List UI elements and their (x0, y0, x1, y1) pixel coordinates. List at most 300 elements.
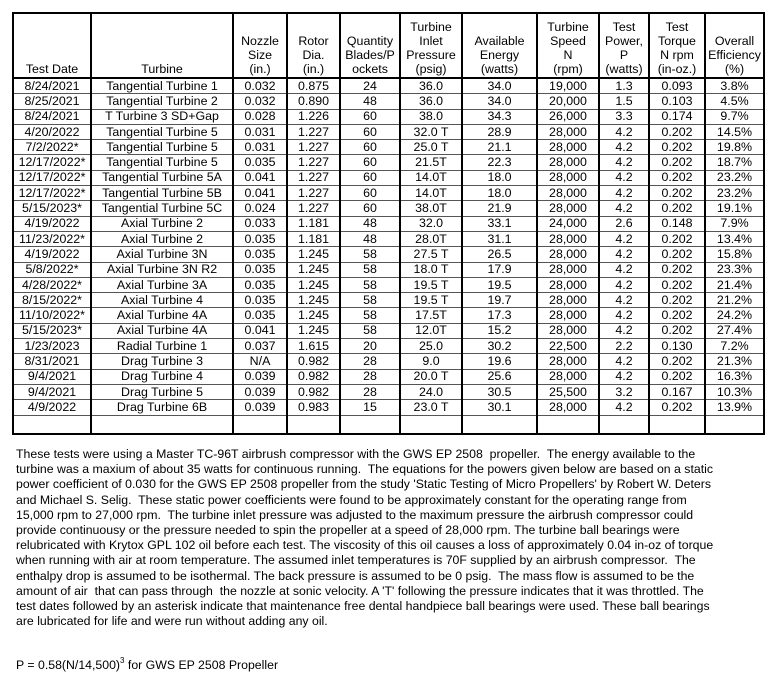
table-row (13, 78, 764, 94)
cell-efficiency: 14.5% (705, 124, 764, 139)
cell-power: 4.2 (599, 124, 649, 139)
cell-speed: 20,000 (537, 94, 599, 109)
cell-rotor: 0.982 (287, 354, 340, 369)
column-header-speed (537, 13, 599, 78)
cell-power: 4.2 (599, 277, 649, 292)
cell-nozzle: 0.035 (233, 293, 287, 308)
empty-table-row (13, 415, 764, 434)
cell-efficiency: 21.4% (705, 277, 764, 292)
cell-power: 4.2 (599, 155, 649, 170)
cell-energy: 33.1 (462, 216, 537, 231)
column-header-line: (%) (724, 62, 745, 76)
cell-torque: 0.202 (649, 247, 705, 262)
cell-energy: 17.3 (462, 308, 537, 323)
cell-energy: 17.9 (462, 262, 537, 277)
cell-energy: 34.3 (462, 109, 537, 124)
cell-turbine: Tangential Turbine 5B (91, 186, 233, 201)
column-header-nozzle (233, 13, 287, 78)
table-row (13, 216, 764, 231)
cell-efficiency: 16.3% (705, 369, 764, 384)
cell-efficiency: 10.3% (705, 384, 764, 399)
cell-rotor: 0.875 (287, 78, 340, 94)
cell-efficiency: 15.8% (705, 247, 764, 262)
cell-energy: 19.6 (462, 354, 537, 369)
cell-torque: 0.148 (649, 216, 705, 231)
cell-speed: 28,000 (537, 247, 599, 262)
column-header-line: Inlet (419, 34, 443, 48)
cell-rotor: 1.226 (287, 109, 340, 124)
column-header-line: Turbine (410, 20, 452, 34)
cell-blades: 48 (340, 216, 400, 231)
cell-turbine: Axial Turbine 3N (91, 247, 233, 262)
table-header (13, 13, 764, 78)
cell-date: 9/4/2021 (13, 384, 91, 399)
turbine-test-results-table (12, 12, 765, 435)
cell-date: 5/8/2022* (13, 262, 91, 277)
cell-pressure (400, 415, 462, 434)
cell-speed: 26,000 (537, 109, 599, 124)
cell-nozzle: 0.041 (233, 170, 287, 185)
cell-rotor: 1.245 (287, 323, 340, 338)
cell-power: 2.6 (599, 216, 649, 231)
cell-torque: 0.202 (649, 231, 705, 246)
cell-torque: 0.202 (649, 354, 705, 369)
cell-efficiency: 7.9% (705, 216, 764, 231)
cell-torque: 0.202 (649, 155, 705, 170)
cell-nozzle: 0.035 (233, 247, 287, 262)
cell-nozzle: 0.035 (233, 155, 287, 170)
cell-pressure: 21.5T (400, 155, 462, 170)
notes-line: when running with air at room temperature. The assumed inlet temperatures is 70F supplied by an airbrush compressor. The (16, 553, 696, 568)
column-header-line: Efficiency (708, 48, 761, 62)
formula-suffix: for GWS EP 2508 Propeller (124, 658, 279, 672)
cell-speed: 22,500 (537, 339, 599, 354)
column-header-line: Overall (714, 34, 755, 48)
cell-efficiency: 7.2% (705, 339, 764, 354)
cell-efficiency: 23.2% (705, 170, 764, 185)
cell-energy: 25.6 (462, 369, 537, 384)
cell-date: 12/17/2022* (13, 155, 91, 170)
cell-pressure: 36.0 (400, 94, 462, 109)
cell-blades: 28 (340, 384, 400, 399)
cell-blades: 58 (340, 293, 400, 308)
cell-power: 3.2 (599, 384, 649, 399)
cell-blades: 60 (340, 140, 400, 155)
cell-speed: 28,000 (537, 170, 599, 185)
cell-power: 4.2 (599, 201, 649, 216)
table-row (13, 369, 764, 384)
notes-line: turbine was a maxium of about 35 watts for continuous running. The equations for the powers given below are based on a static (16, 462, 714, 477)
cell-pressure: 28.0T (400, 231, 462, 246)
cell-nozzle: 0.032 (233, 78, 287, 94)
cell-power: 1.3 (599, 78, 649, 94)
column-header-line: Blades/P (345, 48, 395, 62)
cell-blades: 58 (340, 277, 400, 292)
cell-nozzle: 0.035 (233, 231, 287, 246)
cell-torque: 0.167 (649, 384, 705, 399)
cell-energy: 21.9 (462, 201, 537, 216)
cell-date: 11/10/2022* (13, 308, 91, 323)
cell-date: 4/9/2022 (13, 400, 91, 415)
cell-nozzle (233, 415, 287, 434)
cell-power: 4.2 (599, 186, 649, 201)
cell-energy: 30.5 (462, 384, 537, 399)
table-row (13, 384, 764, 399)
column-header-energy (462, 13, 537, 78)
cell-nozzle: 0.041 (233, 186, 287, 201)
cell-blades: 60 (340, 201, 400, 216)
column-header-line: Size (247, 48, 273, 62)
table-row (13, 308, 764, 323)
cell-rotor: 1.245 (287, 293, 340, 308)
column-header-line: Torque (658, 34, 696, 48)
table-row (13, 277, 764, 292)
cell-energy: 19.5 (462, 277, 537, 292)
column-header-line: (psig) (415, 62, 447, 76)
cell-efficiency: 4.5% (705, 94, 764, 109)
cell-energy: 18.0 (462, 170, 537, 185)
cell-blades: 15 (340, 400, 400, 415)
cell-speed: 19,000 (537, 78, 599, 94)
cell-nozzle: 0.024 (233, 201, 287, 216)
cell-blades: 60 (340, 170, 400, 185)
cell-nozzle: 0.031 (233, 124, 287, 139)
cell-torque: 0.103 (649, 94, 705, 109)
cell-pressure: 27.5 T (400, 247, 462, 262)
cell-efficiency (705, 415, 764, 434)
power-formula (16, 658, 278, 673)
header-row (13, 13, 764, 78)
cell-energy: 28.9 (462, 124, 537, 139)
cell-speed (537, 415, 599, 434)
cell-rotor (287, 415, 340, 434)
notes-line: amount of air that can pass through the nozzle at sonic velocity. A 'T' following the pressure indicates that it was throttled. The (16, 583, 704, 598)
cell-date: 4/19/2022 (13, 216, 91, 231)
column-header-line: Power, (605, 34, 643, 48)
cell-pressure: 17.5T (400, 308, 462, 323)
cell-turbine: Axial Turbine 4A (91, 323, 233, 338)
cell-efficiency: 24.2% (705, 308, 764, 323)
cell-torque: 0.202 (649, 186, 705, 201)
cell-torque: 0.202 (649, 277, 705, 292)
cell-nozzle: 0.035 (233, 262, 287, 277)
cell-date: 9/4/2021 (13, 369, 91, 384)
cell-date: 8/31/2021 (13, 354, 91, 369)
cell-energy: 30.2 (462, 339, 537, 354)
column-header-line: N rpm (660, 48, 694, 62)
column-header-line: Turbine (547, 20, 589, 34)
cell-rotor: 1.227 (287, 201, 340, 216)
cell-efficiency: 19.8% (705, 140, 764, 155)
cell-torque: 0.093 (649, 78, 705, 94)
cell-power (599, 415, 649, 434)
cell-turbine: Tangential Turbine 5 (91, 140, 233, 155)
column-header-line: (in-oz.) (657, 62, 697, 76)
table-row (13, 400, 764, 415)
cell-blades: 24 (340, 78, 400, 94)
cell-turbine: Axial Turbine 4 (91, 293, 233, 308)
cell-speed: 28,000 (537, 124, 599, 139)
cell-efficiency: 21.3% (705, 354, 764, 369)
cell-torque (649, 415, 705, 434)
notes-line: enthalpy drop is assumed to be isothermal. The back pressure is assumed to be 0 psig. The mass flow is assumed to be the (16, 568, 695, 583)
cell-speed: 28,000 (537, 277, 599, 292)
cell-nozzle: 0.037 (233, 339, 287, 354)
cell-torque: 0.202 (649, 323, 705, 338)
cell-nozzle: 0.041 (233, 323, 287, 338)
cell-date: 12/17/2022* (13, 170, 91, 185)
cell-pressure: 25.0 (400, 339, 462, 354)
cell-turbine (91, 415, 233, 434)
cell-rotor: 1.227 (287, 155, 340, 170)
cell-power: 4.2 (599, 262, 649, 277)
cell-rotor: 0.983 (287, 400, 340, 415)
cell-blades: 58 (340, 323, 400, 338)
table-row (13, 247, 764, 262)
cell-turbine: Drag Turbine 6B (91, 400, 233, 415)
cell-speed: 28,000 (537, 323, 599, 338)
cell-turbine: Axial Turbine 2 (91, 231, 233, 246)
notes-line: 15,000 rpm to 27,000 rpm. The turbine inlet pressure was adjusted to the maximum pressure the airbrush compressor could (16, 507, 694, 522)
cell-date: 8/15/2022* (13, 293, 91, 308)
cell-energy: 15.2 (462, 323, 537, 338)
cell-turbine: Drag Turbine 5 (91, 384, 233, 399)
cell-speed: 28,000 (537, 369, 599, 384)
cell-blades (340, 415, 400, 434)
cell-rotor: 0.890 (287, 94, 340, 109)
cell-pressure: 38.0T (400, 201, 462, 216)
cell-speed: 28,000 (537, 140, 599, 155)
column-header-efficiency (705, 13, 764, 78)
cell-torque: 0.202 (649, 293, 705, 308)
cell-power: 4.2 (599, 170, 649, 185)
cell-pressure: 18.0 T (400, 262, 462, 277)
table-row (13, 323, 764, 338)
table-row (13, 201, 764, 216)
cell-blades: 58 (340, 308, 400, 323)
cell-pressure: 14.0T (400, 186, 462, 201)
cell-pressure: 12.0T (400, 323, 462, 338)
cell-date: 12/17/2022* (13, 186, 91, 201)
cell-turbine: Tangential Turbine 5 (91, 124, 233, 139)
cell-date: 7/2/2022* (13, 140, 91, 155)
column-header-torque (649, 13, 705, 78)
cell-speed: 28,000 (537, 293, 599, 308)
cell-nozzle: N/A (233, 354, 287, 369)
cell-speed: 28,000 (537, 231, 599, 246)
table-row (13, 293, 764, 308)
cell-torque: 0.202 (649, 262, 705, 277)
cell-blades: 60 (340, 109, 400, 124)
cell-speed: 24,000 (537, 216, 599, 231)
cell-turbine: Axial Turbine 2 (91, 216, 233, 231)
notes-line: These tests were using a Master TC-96T airbrush compressor with the GWS EP 2508 propeller. The energy available to the (16, 447, 696, 461)
column-header-line: Test (665, 20, 689, 34)
cell-nozzle: 0.028 (233, 109, 287, 124)
table-row (13, 109, 764, 124)
cell-date: 5/15/2023* (13, 323, 91, 338)
cell-rotor: 1.181 (287, 216, 340, 231)
cell-pressure: 19.5 T (400, 293, 462, 308)
cell-efficiency: 9.7% (705, 109, 764, 124)
column-header-line: P (619, 48, 629, 62)
cell-nozzle: 0.039 (233, 369, 287, 384)
cell-turbine: Radial Turbine 1 (91, 339, 233, 354)
cell-power: 4.2 (599, 369, 649, 384)
table-row (13, 140, 764, 155)
cell-rotor: 1.615 (287, 339, 340, 354)
cell-power: 4.2 (599, 247, 649, 262)
cell-date: 4/28/2022* (13, 277, 91, 292)
cell-date: 8/24/2021 (13, 78, 91, 94)
cell-efficiency: 13.9% (705, 400, 764, 415)
cell-efficiency: 23.2% (705, 186, 764, 201)
column-header-line: (watts) (605, 62, 643, 76)
cell-rotor: 1.245 (287, 277, 340, 292)
cell-torque: 0.202 (649, 124, 705, 139)
cell-turbine: Axial Turbine 4A (91, 308, 233, 323)
cell-speed: 28,000 (537, 308, 599, 323)
cell-date: 5/15/2023* (13, 201, 91, 216)
cell-date: 8/25/2021 (13, 94, 91, 109)
cell-blades: 60 (340, 186, 400, 201)
cell-efficiency: 21.2% (705, 293, 764, 308)
column-header-line: Nozzle (241, 34, 279, 48)
cell-nozzle: 0.039 (233, 400, 287, 415)
cell-rotor: 1.245 (287, 247, 340, 262)
cell-torque: 0.202 (649, 140, 705, 155)
cell-power: 4.2 (599, 400, 649, 415)
cell-power: 3.3 (599, 109, 649, 124)
cell-speed: 28,000 (537, 186, 599, 201)
cell-pressure: 19.5 T (400, 277, 462, 292)
table-row (13, 186, 764, 201)
cell-pressure: 20.0 T (400, 369, 462, 384)
column-header-line: Test Date (25, 62, 79, 76)
cell-energy: 18.0 (462, 186, 537, 201)
cell-rotor: 0.982 (287, 384, 340, 399)
cell-energy: 31.1 (462, 231, 537, 246)
cell-torque: 0.202 (649, 170, 705, 185)
cell-energy: 19.7 (462, 293, 537, 308)
cell-torque: 0.202 (649, 201, 705, 216)
cell-turbine: Tangential Turbine 2 (91, 94, 233, 109)
cell-rotor: 1.245 (287, 308, 340, 323)
formula-prefix: P = 0.58(N/14,500) (16, 658, 121, 672)
cell-blades: 48 (340, 231, 400, 246)
table-row (13, 339, 764, 354)
cell-pressure: 14.0T (400, 170, 462, 185)
notes-line: provide continuousy or the pressure needed to spin the propeller at a speed of 28,000 rpm. The turbine ball bearings were (16, 523, 680, 538)
cell-energy: 34.0 (462, 78, 537, 94)
column-header-line: Test (612, 20, 636, 34)
column-header-line: N (563, 48, 573, 62)
cell-energy: 34.0 (462, 94, 537, 109)
column-header-line: Pressure (406, 48, 456, 62)
cell-rotor: 1.245 (287, 262, 340, 277)
cell-speed: 25,500 (537, 384, 599, 399)
cell-turbine: Tangential Turbine 5 (91, 155, 233, 170)
cell-nozzle: 0.039 (233, 384, 287, 399)
cell-nozzle: 0.035 (233, 308, 287, 323)
cell-efficiency: 23.3% (705, 262, 764, 277)
cell-pressure: 32.0 (400, 216, 462, 231)
cell-speed: 28,000 (537, 262, 599, 277)
column-header-date (13, 13, 91, 78)
column-header-line: Speed (550, 34, 586, 48)
cell-energy: 22.3 (462, 155, 537, 170)
cell-blades: 60 (340, 124, 400, 139)
column-header-line: Energy (479, 48, 520, 62)
column-header-line: (watts) (480, 62, 519, 76)
cell-energy (462, 415, 537, 434)
cell-efficiency: 18.7% (705, 155, 764, 170)
cell-rotor: 1.227 (287, 124, 340, 139)
formula-exponent: 3 (120, 656, 125, 665)
cell-nozzle: 0.033 (233, 216, 287, 231)
column-header-line: Turbine (141, 62, 183, 76)
table-row (13, 94, 764, 109)
cell-rotor: 0.982 (287, 369, 340, 384)
cell-power: 2.2 (599, 339, 649, 354)
cell-blades: 58 (340, 247, 400, 262)
column-header-turbine (91, 13, 233, 78)
cell-rotor: 1.227 (287, 186, 340, 201)
cell-power: 4.2 (599, 231, 649, 246)
column-header-line: Available (474, 34, 525, 48)
table-body (13, 78, 764, 434)
cell-rotor: 1.181 (287, 231, 340, 246)
cell-energy: 30.1 (462, 400, 537, 415)
cell-blades: 58 (340, 262, 400, 277)
cell-speed: 28,000 (537, 400, 599, 415)
cell-speed: 28,000 (537, 201, 599, 216)
cell-date: 11/23/2022* (13, 231, 91, 246)
cell-date: 4/19/2022 (13, 247, 91, 262)
cell-pressure: 32.0 T (400, 124, 462, 139)
cell-speed: 28,000 (537, 354, 599, 369)
test-notes-paragraph (16, 447, 766, 629)
table-row (13, 262, 764, 277)
table-row (13, 354, 764, 369)
table-row (13, 231, 764, 246)
column-header-line: (in.) (249, 62, 271, 76)
column-header-line: Quantity (346, 34, 394, 48)
cell-pressure: 23.0 T (400, 400, 462, 415)
cell-nozzle: 0.035 (233, 277, 287, 292)
column-header-rotor (287, 13, 340, 78)
turbine-test-sheet (12, 12, 763, 435)
cell-turbine: T Turbine 3 SD+Gap (91, 109, 233, 124)
cell-efficiency: 19.1% (705, 201, 764, 216)
cell-torque: 0.202 (649, 308, 705, 323)
column-header-blades (340, 13, 400, 78)
cell-torque: 0.202 (649, 400, 705, 415)
cell-nozzle: 0.032 (233, 94, 287, 109)
cell-turbine: Axial Turbine 3N R2 (91, 262, 233, 277)
cell-turbine: Tangential Turbine 1 (91, 78, 233, 94)
column-header-line: Rotor (298, 34, 329, 48)
cell-pressure: 36.0 (400, 78, 462, 94)
notes-line: power coefficient of 0.030 for the GWS EP 2508 propeller from the study 'Static Testing of Micro Propellers' by Robert W. Deters (16, 477, 712, 492)
notes-line: relubricated with Krytox GPL 102 oil before each test. The viscosity of this oil causes a loss of approximately 0.04 in-oz of torque (16, 538, 714, 553)
cell-turbine: Drag Turbine 4 (91, 369, 233, 384)
cell-efficiency: 3.8% (705, 78, 764, 94)
cell-torque: 0.174 (649, 109, 705, 124)
cell-blades: 48 (340, 94, 400, 109)
cell-power: 4.2 (599, 293, 649, 308)
cell-blades: 60 (340, 155, 400, 170)
